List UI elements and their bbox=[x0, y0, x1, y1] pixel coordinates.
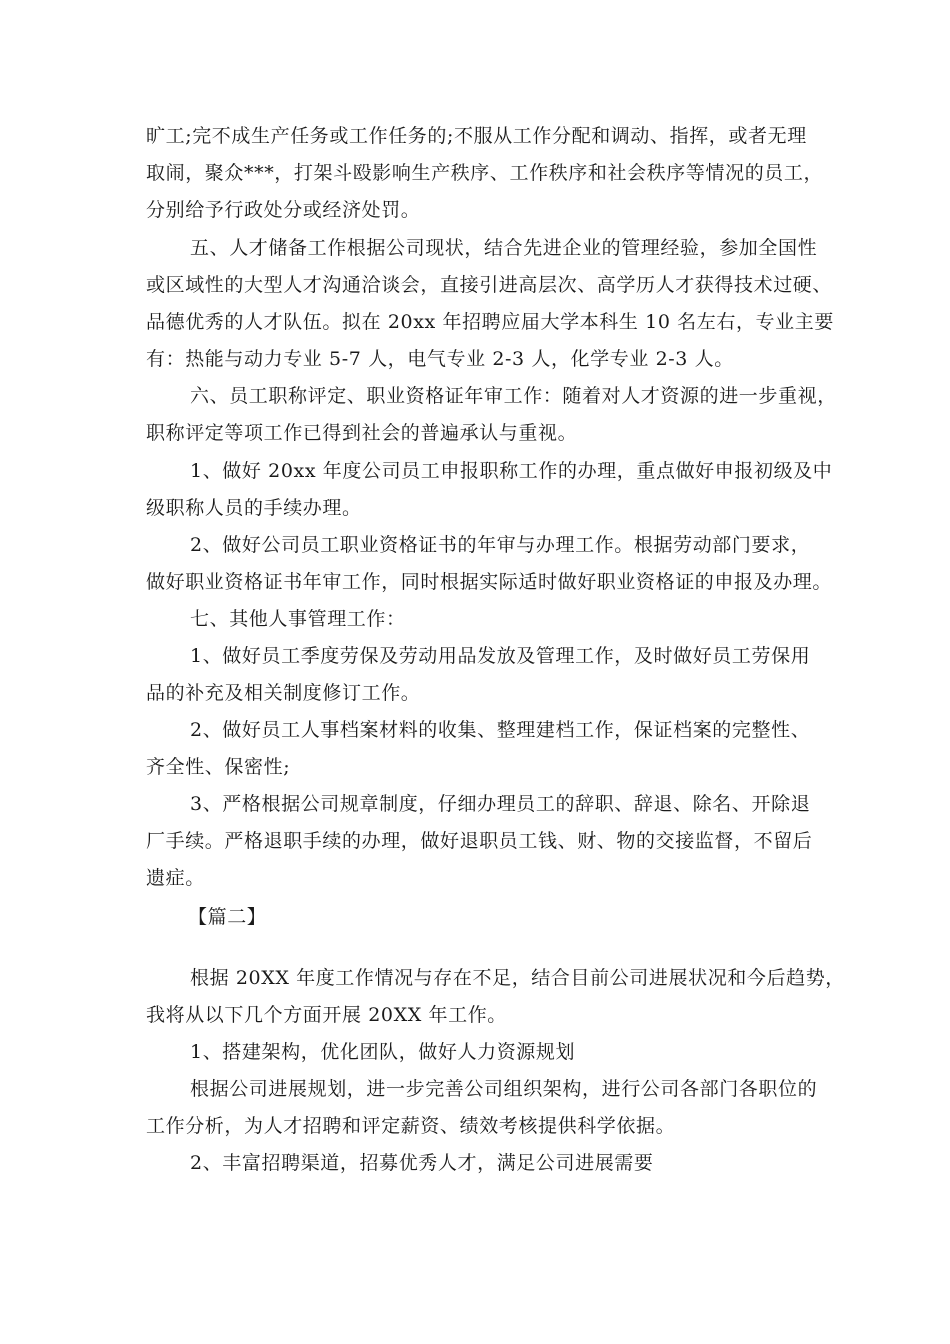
list-item-line: 2、做好员工人事档案材料的收集、整理建档工作，保证档案的完整性、 bbox=[190, 719, 811, 741]
list-item-line: 1、搭建架构，优化团队，做好人力资源规划 bbox=[190, 1041, 576, 1063]
paragraph-line: 职称评定等项工作已得到社会的普遍承认与重视。 bbox=[146, 422, 578, 444]
paragraph-line: 或区域性的大型人才沟通洽谈会，直接引进高层次、高学历人才获得技术过硬、 bbox=[146, 274, 833, 296]
paragraph-line: 品的补充及相关制度修订工作。 bbox=[146, 682, 421, 704]
section-heading-7: 七、其他人事管理工作： bbox=[190, 608, 406, 630]
paragraph-line: 厂手续。严格退职手续的办理，做好退职员工钱、财、物的交接监督，不留后 bbox=[146, 830, 813, 852]
list-item-line: 2、做好公司员工职业资格证书的年审与办理工作。根据劳动部门要求， bbox=[190, 534, 811, 556]
paragraph-line: 旷工;完不成生产任务或工作任务的;不服从工作分配和调动、指挥，或者无理 bbox=[146, 125, 807, 147]
section-heading-6: 六、员工职称评定、职业资格证年审工作：随着对人才资源的进一步重视， bbox=[190, 385, 837, 407]
paragraph-line: 工作分析，为人才招聘和评定薪资、绩效考核提供科学依据。 bbox=[146, 1115, 676, 1137]
paragraph-line: 根据 20XX 年度工作情况与存在不足，结合目前公司进展状况和今后趋势， bbox=[190, 967, 845, 989]
paragraph-line: 根据公司进展规划，进一步完善公司组织架构，进行公司各部门各职位的 bbox=[190, 1078, 818, 1100]
paragraph-line: 我将从以下几个方面开展 20XX 年工作。 bbox=[146, 1004, 507, 1026]
paragraph-line: 有：热能与动力专业 5-7 人，电气专业 2-3 人，化学专业 2-3 人。 bbox=[146, 348, 734, 370]
paragraph-line: 遗症。 bbox=[146, 867, 205, 889]
list-item-line: 3、严格根据公司规章制度，仔细办理员工的辞职、辞退、除名、开除退 bbox=[190, 793, 811, 815]
paragraph-line: 做好职业资格证书年审工作，同时根据实际适时做好职业资格证的申报及办理。 bbox=[146, 571, 833, 593]
paragraph-line: 级职称人员的手续办理。 bbox=[146, 497, 362, 519]
list-item-line: 1、做好员工季度劳保及劳动用品发放及管理工作，及时做好员工劳保用 bbox=[190, 645, 811, 667]
section-heading-5: 五、人才储备工作根据公司现状，结合先进企业的管理经验，参加全国性 bbox=[190, 237, 818, 259]
paragraph-line: 齐全性、保密性; bbox=[146, 756, 291, 778]
list-item-line: 2、丰富招聘渠道，招募优秀人才，满足公司进展需要 bbox=[190, 1152, 654, 1174]
paragraph-line: 分别给予行政处分或经济处罚。 bbox=[146, 199, 421, 221]
paragraph-line: 取闹，聚众***，打架斗殴影响生产秩序、工作秩序和社会秩序等情况的员工， bbox=[146, 162, 824, 184]
paragraph-line: 品德优秀的人才队伍。拟在 20xx 年招聘应届大学本科生 10 名左右，专业主要 bbox=[146, 311, 834, 333]
part-two-heading: 【篇二】 bbox=[188, 906, 267, 928]
list-item-line: 1、做好 20xx 年度公司员工申报职称工作的办理，重点做好申报初级及中 bbox=[190, 460, 833, 482]
